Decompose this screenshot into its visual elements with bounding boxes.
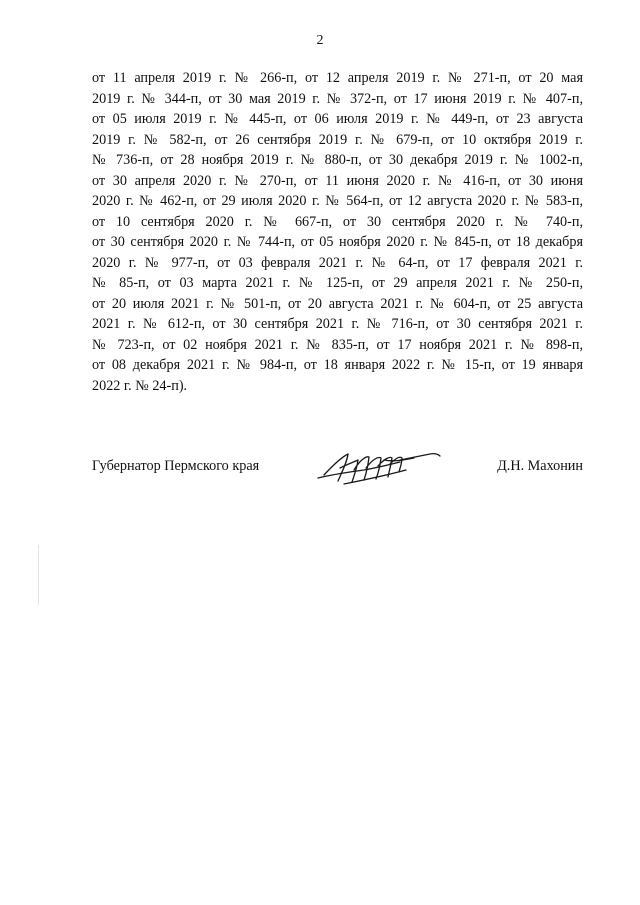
text-line: от 11 апреля 2019 г. № 266-п, от 12 апреля 2019 г. № 271-п, от 20 мая: [92, 70, 583, 86]
text-line: 2019 г. № 582-п, от 26 сентября 2019 г. № 679-п, от 10 октября 2019 г.: [92, 131, 583, 148]
body-text: [92, 68, 583, 396]
signature-block: [92, 448, 583, 498]
text-line: от 10 сентября 2020 г. № 667-п, от 30 сентября 2020 г. № 740-п,: [92, 213, 583, 230]
page-number: 2: [316, 33, 324, 48]
signatory-title: Губернатор Пермского края: [92, 458, 260, 474]
text-line: от 05 июля 2019 г. № 445-п, от 06 июля 2019 г. № 449-п, от 23 августа: [92, 111, 583, 127]
text-line: 2020 г. № 977-п, от 03 февраля 2021 г. № 64-п, от 17 февраля 2021 г.: [92, 254, 583, 271]
text-line: от 08 декабря 2021 г. № 984-п, от 18 января 2022 г. № 15-п, от 19 января: [92, 357, 583, 373]
handwritten-signature: [314, 448, 444, 488]
text-line: от 30 апреля 2020 г. № 270-п, от 11 июня 2020 г. № 416-п, от 30 июня: [92, 172, 583, 189]
scan-artifact: [38, 545, 39, 605]
text-line: 2019 г. № 344-п, от 30 мая 2019 г. № 372-п, от 17 июня 2019 г. № 407-п,: [92, 90, 583, 107]
text-line: от 30 сентября 2020 г. № 744-п, от 05 ноября 2020 г. № 845-п, от 18 декабря: [92, 234, 583, 250]
text-line: 2020 г. № 462-п, от 29 июля 2020 г. № 564-п, от 12 августа 2020 г. № 583-п,: [92, 193, 583, 209]
text-line: от 20 июля 2021 г. № 501-п, от 20 августа 2021 г. № 604-п, от 25 августа: [92, 295, 583, 312]
text-line: № 85-п, от 03 марта 2021 г. № 125-п, от 29 апреля 2021 г. № 250-п,: [92, 275, 583, 291]
text-line: 2021 г. № 612-п, от 30 сентября 2021 г. № 716-п, от 30 сентября 2021 г.: [92, 316, 583, 332]
text-line: 2022 г. № 24-п).: [92, 377, 188, 394]
signatory-name: Д.Н. Махонин: [497, 458, 583, 474]
text-line: № 736-п, от 28 ноября 2019 г. № 880-п, от 30 декабря 2019 г. № 1002-п,: [92, 152, 583, 168]
text-line: № 723-п, от 02 ноября 2021 г. № 835-п, от 17 ноября 2021 г. № 898-п,: [92, 336, 583, 353]
